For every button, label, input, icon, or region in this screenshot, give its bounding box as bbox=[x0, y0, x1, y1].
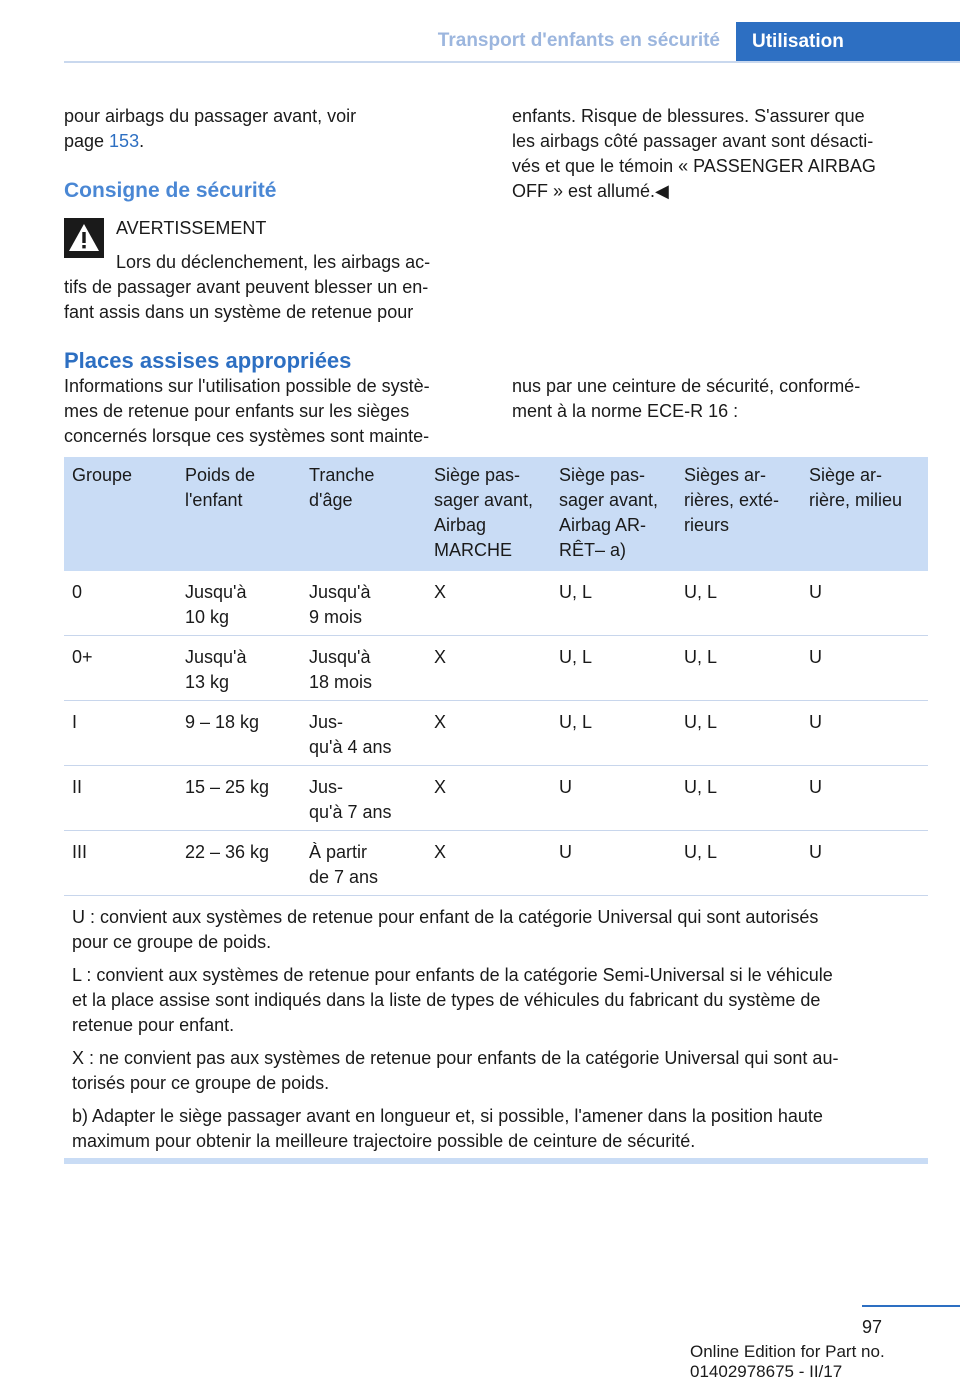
safety-heading: Consigne de sécurité bbox=[64, 179, 277, 202]
table-cell: U, L bbox=[684, 712, 718, 732]
table-cell: Jus- bbox=[309, 777, 344, 797]
table-header-cell: rière, milieu bbox=[809, 490, 903, 510]
table-header-cell: sager avant, bbox=[434, 490, 534, 510]
running-header-tab bbox=[736, 22, 960, 63]
table-header-cell: Airbag bbox=[434, 515, 487, 535]
table-cell: II bbox=[72, 777, 83, 797]
table-header-cell: d'âge bbox=[309, 490, 353, 510]
page-reference-link[interactable]: 153 bbox=[109, 131, 140, 151]
table-cell: U bbox=[809, 582, 822, 602]
table-cell: Jusqu'à bbox=[185, 647, 247, 667]
table-cell: de 7 ans bbox=[309, 867, 379, 887]
places-right-line-1: nus par une ceinture de sécurité, conformé- bbox=[512, 376, 861, 396]
edition-footer: Online Edition for Part no. 01402978675 - II/17 bbox=[690, 1342, 885, 1381]
table-cell: qu'à 4 ans bbox=[309, 737, 392, 757]
table-note-line: retenue pour enfant. bbox=[72, 1015, 235, 1035]
table-header-cell: Siège pas- bbox=[559, 465, 646, 485]
table-cell: 15 – 25 kg bbox=[185, 777, 270, 797]
table-cell: 22 – 36 kg bbox=[185, 842, 270, 862]
places-right-line-2: ment à la norme ECE-R 16 : bbox=[512, 401, 739, 421]
table-note-line: torisés pour ce groupe de poids. bbox=[72, 1073, 330, 1093]
table-cell: À partir bbox=[309, 842, 368, 862]
table-cell: 13 kg bbox=[185, 672, 230, 692]
table-header-cell: Sièges ar- bbox=[684, 465, 767, 485]
table-header-cell: Siège pas- bbox=[434, 465, 521, 485]
table-note-line: U : convient aux systèmes de retenue pour enfant de la catégorie Universal qui sont autorisés bbox=[72, 907, 819, 927]
table-header-cell: Groupe bbox=[72, 465, 133, 485]
table-cell: U, L bbox=[684, 647, 718, 667]
table-header-cell: rières, exté- bbox=[684, 490, 780, 510]
table-row-divider bbox=[64, 765, 928, 766]
table-note-line: X : ne convient pas aux systèmes de retenue pour enfants de la catégorie Universal qui sont au- bbox=[72, 1048, 839, 1068]
table-header-cell: Airbag AR- bbox=[559, 515, 647, 535]
table-cell: U, L bbox=[559, 582, 593, 602]
table-cell: U bbox=[809, 842, 822, 862]
table-note-line: maximum pour obtenir la meilleure trajectoire possible de ceinture de sécurité. bbox=[72, 1131, 696, 1151]
warning-cont-line-4: OFF » est allumé.◀ bbox=[512, 181, 669, 201]
table-cell: U, L bbox=[684, 777, 718, 797]
warning-line-1: Lors du déclenchement, les airbags ac- bbox=[116, 252, 431, 272]
intro-line-1: pour airbags du passager avant, voir bbox=[64, 106, 357, 126]
table-cell: U bbox=[559, 842, 572, 862]
table-cell: 18 mois bbox=[309, 672, 373, 692]
intro-page-suffix: . bbox=[139, 131, 145, 151]
warning-line-3: fant assis dans un système de retenue pour bbox=[64, 302, 414, 322]
page-number: 97 bbox=[862, 1317, 883, 1337]
warning-cont-line-3: vés et que le témoin « PASSENGER AIRBAG bbox=[512, 156, 876, 176]
table-row-divider bbox=[64, 830, 928, 831]
table-cell: X bbox=[434, 582, 447, 602]
table-header-cell: l'enfant bbox=[185, 490, 243, 510]
table-header-cell: Tranche bbox=[309, 465, 375, 485]
table-row-divider bbox=[64, 635, 928, 636]
table-cell: III bbox=[72, 842, 88, 862]
table-cell: U, L bbox=[559, 712, 593, 732]
table-note-line: L : convient aux systèmes de retenue pour enfants de la catégorie Semi-Universal si le véhicule bbox=[72, 965, 833, 985]
table-header-cell: MARCHE bbox=[434, 540, 513, 560]
intro-page-prefix: page bbox=[64, 131, 110, 151]
table-cell: U, L bbox=[559, 647, 593, 667]
table-note-line: et la place assise sont indiqués dans la liste de types de véhicules du fabricant du système de bbox=[72, 990, 821, 1010]
page-number-rule bbox=[862, 1305, 960, 1307]
table-cell: U bbox=[559, 777, 572, 797]
table-cell: qu'à 7 ans bbox=[309, 802, 392, 822]
table-cell: U, L bbox=[684, 582, 718, 602]
table-cell: U, L bbox=[684, 842, 718, 862]
table-cell: X bbox=[434, 712, 447, 732]
running-header-section: Transport d'enfants en sécurité bbox=[437, 30, 720, 51]
places-left-line-1: Informations sur l'utilisation possible de systè- bbox=[64, 376, 430, 396]
table-cell: Jus- bbox=[309, 712, 344, 732]
table-cell: 9 mois bbox=[309, 607, 363, 627]
table-note-line: pour ce groupe de poids. bbox=[72, 932, 272, 952]
table-header-cell: Siège ar- bbox=[809, 465, 883, 485]
places-left-line-3: concernés lorsque ces systèmes sont mainte- bbox=[64, 426, 430, 446]
places-left-line-2: mes de retenue pour enfants sur les sièges bbox=[64, 401, 410, 421]
table-cell: X bbox=[434, 842, 447, 862]
table-row-divider bbox=[64, 895, 928, 896]
table-cell: Jusqu'à bbox=[309, 582, 371, 602]
table-cell: U bbox=[809, 712, 822, 732]
table-header-cell: rieurs bbox=[684, 515, 730, 535]
warning-triangle-icon bbox=[64, 218, 104, 258]
table-note-line: b) Adapter le siège passager avant en longueur et, si possible, l'amener dans la position haute bbox=[72, 1106, 823, 1126]
table-cell: U bbox=[809, 647, 822, 667]
table-cell: Jusqu'à bbox=[185, 582, 247, 602]
table-cell: 0 bbox=[72, 582, 83, 602]
table-cell: I bbox=[72, 712, 78, 732]
header-rule bbox=[64, 61, 960, 63]
places-heading: Places assises appropriées bbox=[64, 348, 352, 373]
table-cell: X bbox=[434, 777, 447, 797]
table-header-cell: Poids de bbox=[185, 465, 256, 485]
table-header-cell: sager avant, bbox=[559, 490, 659, 510]
table-cell: Jusqu'à bbox=[309, 647, 371, 667]
warning-cont-line-2: les airbags côté passager avant sont désacti- bbox=[512, 131, 874, 151]
running-header-tab-label: Utilisation bbox=[752, 31, 844, 52]
table-cell: U bbox=[809, 777, 822, 797]
table-header-cell: RÊT– a) bbox=[559, 540, 627, 560]
table-row-divider bbox=[64, 700, 928, 701]
warning-line-2: tifs de passager avant peuvent blesser un en- bbox=[64, 277, 429, 297]
warning-cont-line-1: enfants. Risque de blessures. S'assurer que bbox=[512, 106, 865, 126]
table-cell: 9 – 18 kg bbox=[185, 712, 260, 732]
table-bottom-bar bbox=[64, 1158, 928, 1164]
table-cell: 0+ bbox=[72, 647, 93, 667]
warning-title: AVERTISSEMENT bbox=[116, 218, 267, 238]
table-cell: 10 kg bbox=[185, 607, 230, 627]
intro-line-2 bbox=[64, 129, 144, 154]
table-cell: X bbox=[434, 647, 447, 667]
